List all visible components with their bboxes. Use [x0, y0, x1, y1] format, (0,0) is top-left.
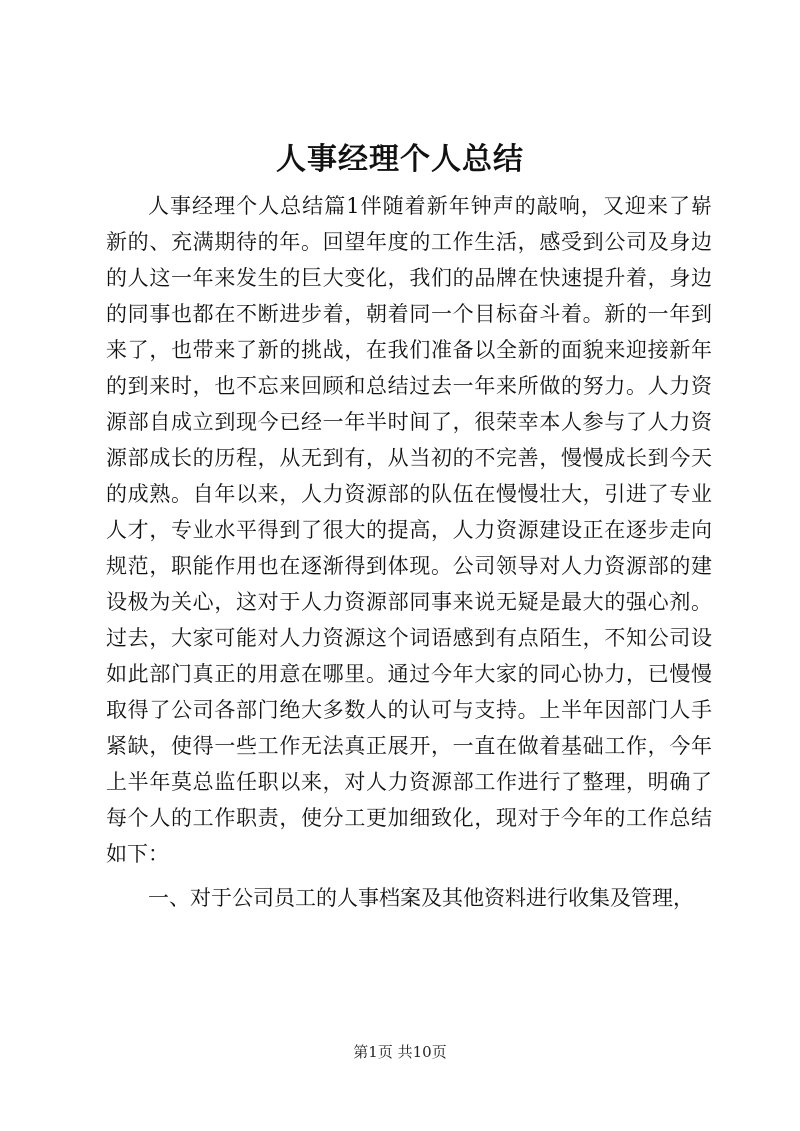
- page-title: 人事经理个人总结: [276, 142, 524, 177]
- text-line: 源部成长的历程，从无到有，从当初的不完善，慢慢成长到今天: [106, 446, 712, 470]
- text-line: 如下：: [106, 842, 169, 866]
- text-line: 紧缺，使得一些工作无法真正展开，一直在做着基础工作，今年: [106, 734, 712, 758]
- text-line: 源部自成立到现今已经一年半时间了，很荣幸本人参与了人力资: [106, 410, 712, 434]
- text-line: 上半年莫总监任职以来，对人力资源部工作进行了整理，明确了: [106, 770, 712, 794]
- text-line: 的成熟。自年以来，人力资源部的队伍在慢慢壮大，引进了专业: [106, 482, 712, 506]
- text-line: 的同事也都在不断进步着，朝着同一个目标奋斗着。新的一年到: [106, 302, 712, 326]
- text-line: 一、对于公司员工的人事档案及其他资料进行收集及管理，: [148, 886, 694, 910]
- text-line: 来了，也带来了新的挑战，在我们准备以全新的面貌来迎接新年: [106, 338, 712, 362]
- text-line: 取得了公司各部门绝大多数人的认可与支持。上半年因部门人手: [106, 698, 712, 722]
- text-line: 设极为关心，这对于人力资源部同事来说无疑是最大的强心剂。: [106, 590, 712, 614]
- text-line: 人才，专业水平得到了很大的提高，人力资源建设正在逐步走向: [106, 518, 712, 542]
- text-line: 过去，大家可能对人力资源这个词语感到有点陌生，不知公司设: [106, 626, 712, 650]
- text-line: 新的、充满期待的年。回望年度的工作生活，感受到公司及身边: [106, 230, 712, 254]
- document-body: [106, 188, 712, 916]
- text-line: 的到来时，也不忘来回顾和总结过去一年来所做的努力。人力资: [106, 374, 712, 398]
- paragraph-1: [106, 188, 712, 872]
- text-line: 如此部门真正的用意在哪里。通过今年大家的同心协力，已慢慢: [106, 662, 712, 686]
- text-line: 每个人的工作职责，使分工更加细致化，现对于今年的工作总结: [106, 806, 712, 830]
- text-line: 规范，职能作用也在逐渐得到体现。公司领导对人力资源部的建: [106, 554, 712, 578]
- paragraph-2: [106, 880, 712, 916]
- page-footer: 第1页 共10页: [353, 1043, 447, 1061]
- text-line: 的人这一年来发生的巨大变化，我们的品牌在快速提升着，身边: [106, 266, 712, 290]
- text-line: 人事经理个人总结篇1伴随着新年钟声的敲响，又迎来了崭: [148, 194, 712, 218]
